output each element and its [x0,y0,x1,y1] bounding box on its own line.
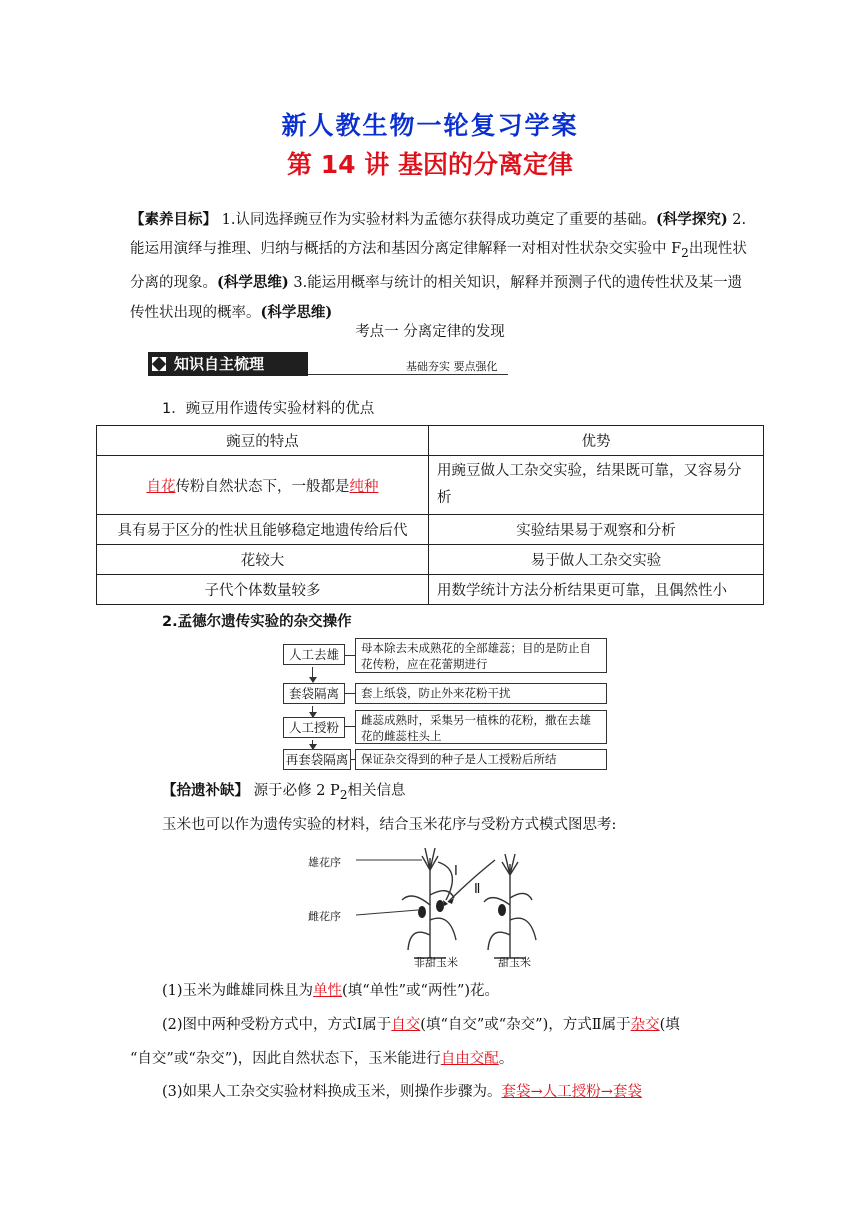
objective-3-tag: (科学思维) [260,303,333,321]
down-arrow-icon [312,667,313,682]
objective-2-rest: 出现性状分离的现象。 [130,241,747,291]
table-row [97,426,764,456]
table-row [97,456,764,515]
banner-underline [308,374,508,375]
down-arrow-icon [312,706,313,717]
table-cell: 具有易于区分的性状且能够稳定地遗传给后代 [97,515,429,545]
q-text: 。 [498,1051,514,1067]
answer-blank: 杂交 [630,1017,660,1033]
table-cell: 实验结果易于观察和分析 [429,515,764,545]
question-2 [162,1013,680,1034]
flow-step: 套袋隔离 [283,683,345,704]
pea-advantages-table [96,425,764,605]
table-row [97,515,764,545]
table-header-cell: 优势 [429,426,764,456]
flow-step: 人工授粉 [283,717,345,738]
table-row [97,575,764,605]
question-3 [162,1080,642,1101]
flow-connector [344,726,355,727]
answer-blank: 自花 [146,478,176,495]
objective-3: 3.能运用概率与统计的相关知识，解释并预测子代的遗传性状及某一遗传性状出现的概率。 [130,274,743,321]
supplement-source-sub: 2 [339,787,348,802]
flow-step: 再套袋隔离 [283,749,351,770]
flow-heading: 2.孟德尔遗传实验的杂交操作 [162,614,352,630]
table-cell: 易于做人工杂交实验 [429,545,764,575]
corn-illustration [330,840,570,970]
flow-desc: 套上纸袋，防止外来花粉干扰 [355,683,607,704]
cell-text: 传粉自然状态下，一般都是 [175,478,350,495]
objectives-label: 【素养目标】 [130,212,217,228]
supplement-label: 【拾遗补缺】 [162,783,249,799]
banner-label: 知识自主梳理 [174,355,265,373]
banner-subtitle: 基础夯实 要点强化 [406,360,498,373]
sweet-corn-label: 甜玉米 [498,956,531,969]
question-1 [162,979,499,1000]
supplement-source: 源于必修 2 P [249,783,340,799]
method-I-label: Ⅰ [454,864,458,879]
corn-figure [308,840,570,970]
objective-2: 2.能运用演绎与推理、归纳与概括的方法和基因分离定律解释一对相对性状杂交实验中 F [130,212,747,257]
answer-blank: 自交 [391,1017,421,1033]
answer-blank: 单性 [313,983,343,999]
knowledge-banner [148,352,508,376]
non-sweet-corn-label: 非甜玉米 [414,956,458,969]
q-text: (填“单性”或“两性”)花。 [342,983,500,999]
male-inflorescence-label: 雄花序 [308,856,341,869]
answer-blank: 纯种 [349,478,379,495]
flow-step: 人工去雄 [283,644,345,665]
q-text: (1)玉米为雌雄同株且为 [162,983,314,999]
flow-desc: 母本除去未成熟花的全部雄蕊；目的是防止自花传粉，应在花蕾期进行 [355,638,607,673]
q-text: (填“自交”或“杂交”)，方式Ⅱ属于 [420,1017,631,1033]
supplement-source-rest: 相关信息 [347,783,406,799]
table-cell: 花较大 [97,545,429,575]
table-cell: 子代个体数量较多 [97,575,429,605]
q-text: (3)如果人工杂交实验材料换成玉米，则操作步骤为。 [162,1084,502,1100]
answer-blank: 自由交配 [440,1051,499,1067]
section-title: 考点一 分离定律的发现 [355,324,505,340]
flow-connector [344,655,355,656]
hybridization-flowchart [283,638,613,770]
flow-desc: 雌蕊成熟时，采集另一植株的花粉，撒在去雄花的雌蕊柱头上 [355,710,607,744]
objective-2-tag: (科学思维) [217,273,289,291]
banner-bar [148,352,308,376]
supplement-intro: 玉米也可以作为遗传实验的材料，结合玉米花序与受粉方式模式图思考: [162,817,617,833]
table-row [97,545,764,575]
table-cell: 用豌豆做人工杂交实验，结果既可靠，又容易分析 [429,456,764,515]
answer-blank: 套袋→人工授粉→套袋 [501,1084,642,1100]
flow-desc: 保证杂交得到的种子是人工授粉后所结 [355,749,607,770]
down-arrow-icon [312,740,313,749]
table-heading: 1．豌豆用作遗传实验材料的优点 [162,401,375,417]
flow-connector [344,693,355,694]
supplement-line [162,779,406,802]
question-2-cont [130,1047,513,1068]
objectives-paragraph [130,205,750,328]
objective-2-sub: 2 [681,245,689,260]
lesson-title: 第 14 讲 基因的分离定律 [287,150,573,179]
table-cell: 用数学统计方法分析结果更可靠，且偶然性小 [429,575,764,605]
objective-1-tag: (科学探究) [655,211,728,228]
q-text: (填 [659,1017,680,1033]
table-cell [97,456,429,515]
female-inflorescence-label: 雌花序 [308,910,341,923]
doc-title: 新人教生物一轮复习学案 [281,111,579,140]
table-header-cell: 豌豆的特点 [97,426,429,456]
q-text: “自交”或“杂交”)，因此自然状态下，玉米能进行 [130,1051,441,1067]
objective-1: 1.认同选择豌豆作为实验材料为孟德尔获得成功奠定了重要的基础。 [217,212,656,228]
method-II-label: Ⅱ [474,882,481,897]
q-text: (2)图中两种受粉方式中，方式Ⅰ属于 [162,1017,392,1033]
